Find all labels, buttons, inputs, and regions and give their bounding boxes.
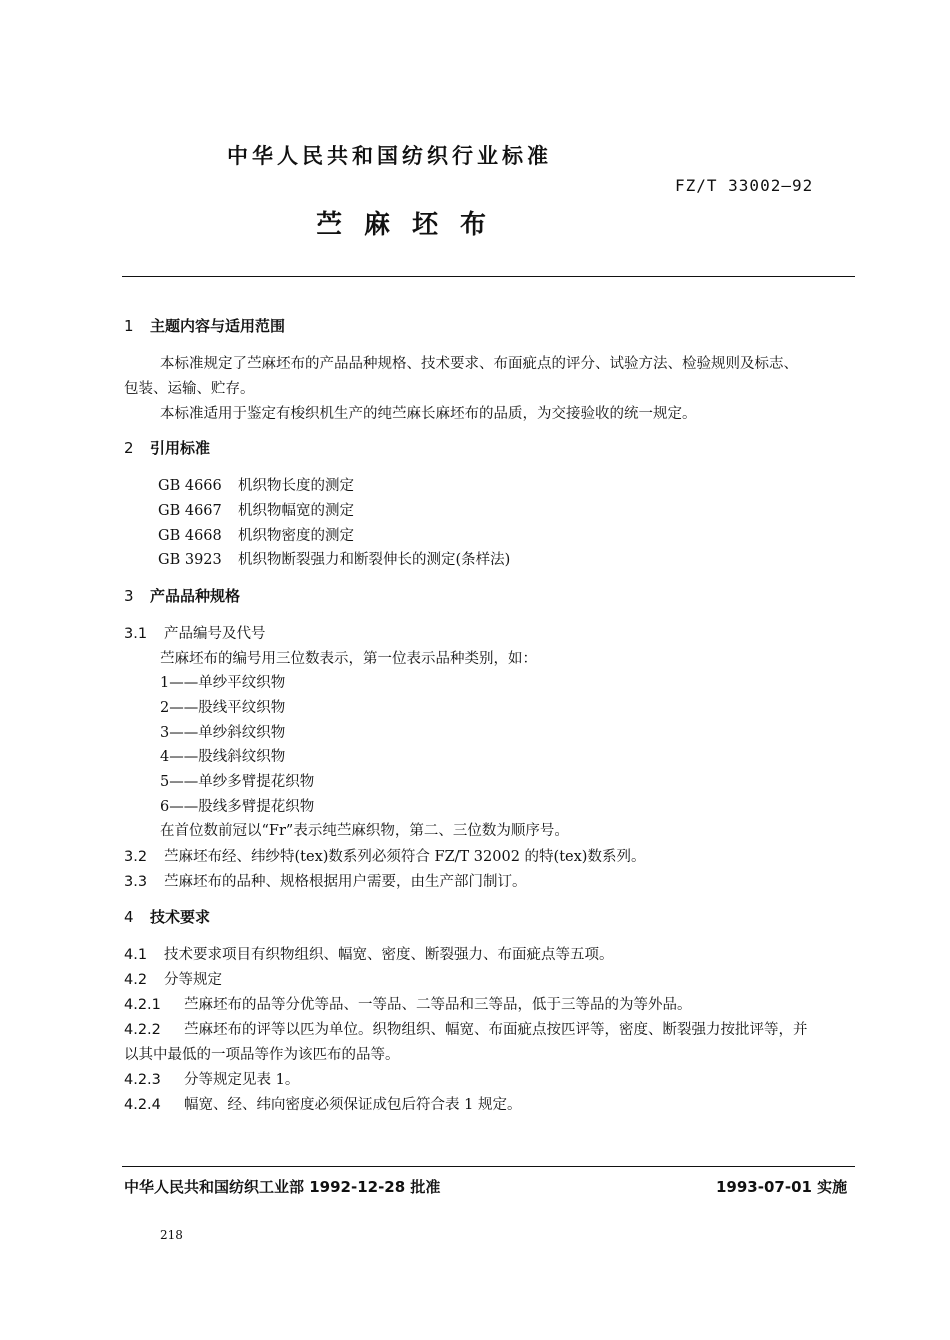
- reference-code: GB 4668: [158, 528, 222, 544]
- list-item: 4——股线斜纹织物: [160, 749, 286, 765]
- subsection-text: 分等规定: [164, 972, 222, 988]
- footer-rule: [122, 1166, 855, 1167]
- paragraph: 包装、运输、贮存。: [124, 381, 255, 397]
- subsection-4-2-1: [124, 993, 692, 1014]
- subsection-4-2-3: [124, 1068, 299, 1089]
- subsection-number: 4.2.4: [124, 1097, 161, 1113]
- section-number: 2: [124, 439, 134, 457]
- list-item: 1——单纱平纹织物: [160, 675, 286, 691]
- reference-name: 机织物长度的测定: [238, 478, 354, 494]
- section-number: 1: [124, 317, 134, 335]
- approval-statement: 中华人民共和国纺织工业部 1992-12-28 批准: [124, 1178, 441, 1196]
- effective-date: 1993-07-01 实施: [716, 1178, 848, 1196]
- subsection-text: 苎麻坯布的品等分优等品、一等品、二等品和三等品，低于三等品的为等外品。: [184, 997, 692, 1013]
- reference-name: 机织物幅宽的测定: [238, 503, 354, 519]
- document-title: 苎麻坯布: [316, 210, 509, 240]
- subsection-number: 4.2.1: [124, 997, 161, 1013]
- header-rule: [122, 276, 855, 277]
- reference-item: [158, 499, 354, 520]
- subsection-title: 产品编号及代号: [164, 626, 266, 642]
- subsection-number: 4.2: [124, 972, 148, 988]
- section-3-heading: [124, 585, 240, 606]
- section-4-heading: [124, 906, 210, 927]
- section-number: 4: [124, 908, 134, 926]
- paragraph: 本标准适用于鉴定有梭织机生产的纯苎麻长麻坯布的品质，为交接验收的统一规定。: [160, 406, 697, 422]
- list-item: 6——股线多臂提花织物: [160, 799, 315, 815]
- reference-item: [158, 524, 354, 545]
- section-1-heading: [124, 315, 285, 336]
- section-number: 3: [124, 587, 134, 605]
- subsection-number: 4.2.3: [124, 1072, 161, 1088]
- list-item: 2——股线平纹织物: [160, 700, 286, 716]
- subsection-text: 苎麻坯布经、纬纱特(tex)数系列必须符合 FZ/T 32002 的特(tex)数系列。: [164, 849, 646, 865]
- subsection-3-2: [124, 845, 645, 866]
- subsection-text: 苎麻坯布的品种、规格根据用户需要，由生产部门制订。: [164, 874, 527, 890]
- subsection-4-1: [124, 943, 614, 964]
- reference-code: GB 3923: [158, 552, 222, 568]
- reference-item: [158, 474, 354, 495]
- paragraph: 苎麻坯布的编号用三位数表示，第一位表示品种类别，如：: [160, 651, 537, 667]
- section-title: 主题内容与适用范围: [150, 317, 286, 335]
- list-item: 3——单纱斜纹织物: [160, 725, 286, 741]
- standard-code: FZ/T 33002—92: [675, 176, 814, 195]
- subsection-number: 4.1: [124, 947, 148, 963]
- subsection-text: 苎麻坯布的评等以匹为单位。织物组织、幅宽、布面疵点按匹评等，密度、断裂强力按批评等，并: [184, 1022, 808, 1038]
- paragraph: 在首位数前冠以“Fr”表示纯苎麻织物，第二、三位数为顺序号。: [160, 823, 569, 839]
- subsection-number: 4.2.2: [124, 1022, 161, 1038]
- standard-category: 中华人民共和国纺织行业标准: [227, 144, 552, 168]
- page-number: 218: [160, 1228, 183, 1242]
- section-title: 引用标准: [150, 439, 211, 457]
- paragraph: 以其中最低的一项品等作为该匹布的品等。: [124, 1047, 400, 1063]
- reference-code: GB 4666: [158, 478, 222, 494]
- subsection-number: 3.3: [124, 874, 148, 890]
- subsection-3-1: [124, 622, 266, 643]
- list-item: 5——单纱多臂提花织物: [160, 774, 315, 790]
- subsection-4-2-2: [124, 1018, 808, 1039]
- reference-name: 机织物密度的测定: [238, 528, 354, 544]
- subsection-text: 分等规定见表 1。: [184, 1072, 300, 1088]
- reference-item: [158, 548, 510, 569]
- subsection-text: 幅宽、经、纬向密度必须保证成包后符合表 1 规定。: [184, 1097, 522, 1113]
- reference-code: GB 4667: [158, 503, 222, 519]
- subsection-4-2: [124, 968, 222, 989]
- subsection-number: 3.2: [124, 849, 148, 865]
- section-title: 技术要求: [150, 908, 211, 926]
- paragraph: 本标准规定了苎麻坯布的产品品种规格、技术要求、布面疵点的评分、试验方法、检验规则及标志、: [160, 356, 798, 372]
- subsection-3-3: [124, 870, 527, 891]
- subsection-text: 技术要求项目有织物组织、幅宽、密度、断裂强力、布面疵点等五项。: [164, 947, 614, 963]
- section-title: 产品品种规格: [150, 587, 241, 605]
- subsection-4-2-4: [124, 1093, 521, 1114]
- section-2-heading: [124, 437, 210, 458]
- reference-name: 机织物断裂强力和断裂伸长的测定(条样法): [238, 552, 511, 568]
- subsection-number: 3.1: [124, 626, 148, 642]
